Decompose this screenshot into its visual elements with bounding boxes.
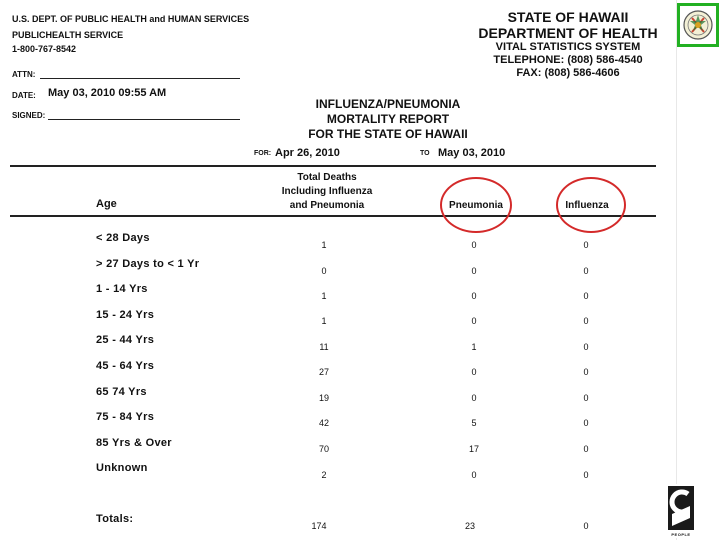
- to-date: May 03, 2010: [438, 147, 506, 159]
- row-influenza: 0: [583, 266, 589, 276]
- col-header-total-2: Including Influenza: [281, 186, 373, 197]
- people-logo-icon: [666, 484, 696, 538]
- row-pneumonia: 17: [468, 444, 479, 454]
- for-label: FOR:: [254, 150, 272, 157]
- col-header-total-3: and Pneumonia: [289, 200, 365, 211]
- sender-line-2: PUBLICHEALTH SERVICE: [12, 30, 124, 40]
- agency-phone: TELEPHONE: (808) 586-4540: [493, 54, 643, 66]
- row-total: 0: [321, 266, 327, 276]
- row-pneumonia: 1: [471, 342, 477, 352]
- pneumonia-annotation-circle: [440, 177, 512, 233]
- for-date: Apr 26, 2010: [275, 147, 340, 159]
- col-header-pneumonia: Pneumonia: [449, 200, 503, 211]
- row-influenza: 0: [583, 342, 589, 352]
- row-total: 70: [318, 444, 329, 454]
- row-total: 19: [318, 393, 329, 403]
- row-total: 1: [321, 316, 327, 326]
- row-influenza: 0: [583, 418, 589, 428]
- people-logo-text: PEOPLE: [671, 532, 691, 537]
- row-total: 1: [321, 240, 327, 250]
- row-influenza: 0: [583, 393, 589, 403]
- report-title-1: INFLUENZA/PNEUMONIA: [315, 97, 461, 111]
- agency-line-1: STATE OF HAWAII: [507, 9, 629, 25]
- col-header-age: Age: [96, 198, 117, 210]
- date-label: DATE:: [12, 91, 36, 100]
- row-age: < 28 Days: [96, 232, 150, 244]
- state-seal-icon: [677, 3, 719, 47]
- row-age: Unknown: [96, 462, 148, 474]
- totals-pneumonia: 23: [464, 521, 475, 531]
- row-influenza: 0: [583, 316, 589, 326]
- row-influenza: 0: [583, 367, 589, 377]
- row-total: 1: [321, 291, 327, 301]
- row-pneumonia: 0: [471, 291, 477, 301]
- row-pneumonia: 0: [471, 393, 477, 403]
- totals-influenza: 0: [583, 521, 589, 531]
- agency-line-2: DEPARTMENT OF HEALTH: [478, 25, 658, 41]
- sender-phone: 1-800-767-8542: [12, 44, 77, 54]
- row-age: 85 Yrs & Over: [96, 437, 172, 449]
- row-age: 1 - 14 Yrs: [96, 283, 148, 295]
- row-total: 2: [321, 470, 327, 480]
- to-label: TO: [420, 150, 430, 157]
- row-age: 15 - 24 Yrs: [96, 309, 155, 321]
- row-pneumonia: 0: [471, 266, 477, 276]
- row-total: 27: [318, 367, 329, 377]
- col-header-influenza: Influenza: [565, 200, 609, 211]
- row-age: 25 - 44 Yrs: [96, 334, 155, 346]
- row-influenza: 0: [583, 240, 589, 250]
- row-influenza: 0: [583, 291, 589, 301]
- row-pneumonia: 0: [471, 470, 477, 480]
- report-title-3: FOR THE STATE OF HAWAII: [308, 127, 468, 141]
- row-pneumonia: 0: [471, 316, 477, 326]
- row-influenza: 0: [583, 444, 589, 454]
- row-age: > 27 Days to < 1 Yr: [96, 258, 200, 270]
- date-value: May 03, 2010 09:55 AM: [48, 87, 167, 99]
- agency-line-3: VITAL STATISTICS SYSTEM: [495, 41, 641, 53]
- signed-label: SIGNED:: [12, 111, 46, 120]
- table-top-rule: [10, 165, 656, 167]
- agency-fax: FAX: (808) 586-4606: [516, 67, 620, 79]
- signed-line: [48, 119, 240, 120]
- right-sidebar-strip: [676, 0, 720, 540]
- row-influenza: 0: [583, 470, 589, 480]
- influenza-annotation-circle: [556, 177, 626, 233]
- sender-line-1: U.S. DEPT. OF PUBLIC HEALTH and HUMAN SERVICES: [12, 14, 250, 24]
- row-total: 42: [318, 418, 329, 428]
- attn-line: [40, 78, 240, 79]
- row-total: 11: [319, 342, 329, 352]
- row-age: 45 - 64 Yrs: [96, 360, 155, 372]
- row-age: 75 - 84 Yrs: [96, 411, 155, 423]
- row-pneumonia: 0: [471, 240, 477, 250]
- attn-label: ATTN:: [12, 70, 36, 79]
- report-title-2: MORTALITY REPORT: [326, 112, 450, 126]
- totals-total: 174: [311, 521, 327, 531]
- row-pneumonia: 5: [471, 418, 477, 428]
- row-age: 65 74 Yrs: [96, 386, 147, 398]
- col-header-total-1: Total Deaths: [297, 172, 357, 183]
- totals-label: Totals:: [96, 513, 134, 525]
- row-pneumonia: 0: [471, 367, 477, 377]
